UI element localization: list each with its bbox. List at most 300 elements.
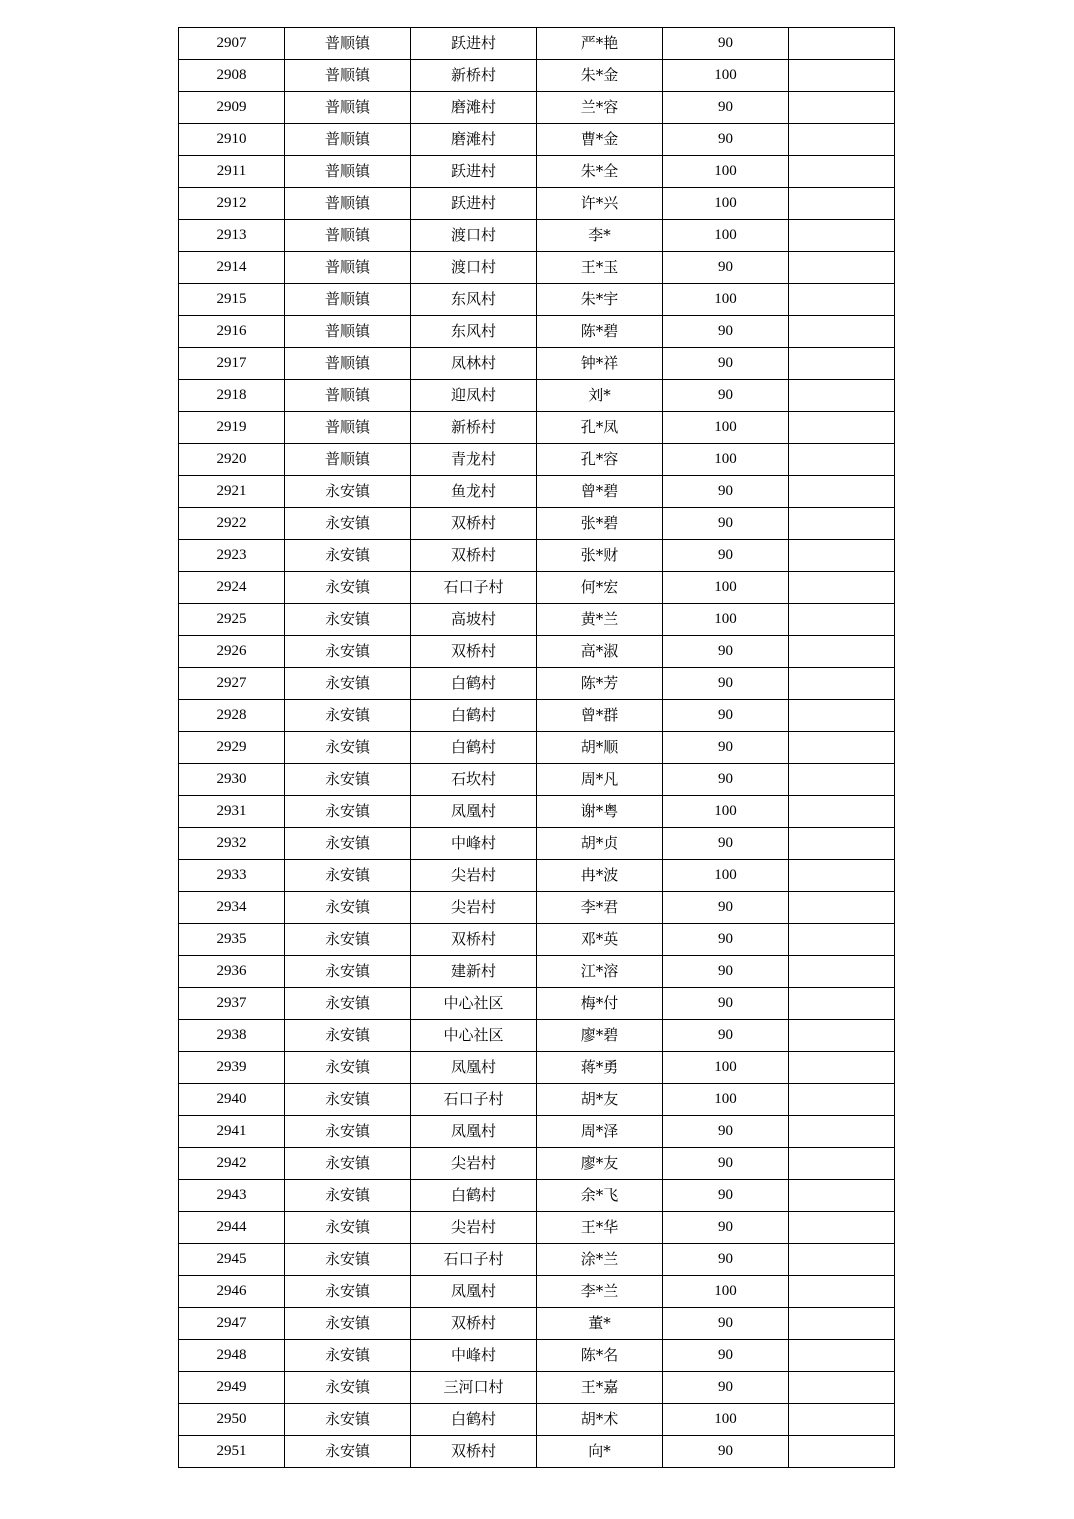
cell-amount: 90	[663, 1308, 789, 1340]
cell-village: 渡口村	[411, 220, 537, 252]
cell-serial-number: 2912	[179, 188, 285, 220]
cell-serial-number: 2923	[179, 540, 285, 572]
cell-amount: 90	[663, 1436, 789, 1468]
cell-serial-number: 2925	[179, 604, 285, 636]
cell-amount: 90	[663, 764, 789, 796]
cell-village: 中峰村	[411, 1340, 537, 1372]
cell-serial-number: 2907	[179, 28, 285, 60]
cell-amount: 90	[663, 92, 789, 124]
cell-town: 永安镇	[285, 860, 411, 892]
cell-serial-number: 2947	[179, 1308, 285, 1340]
cell-town: 永安镇	[285, 572, 411, 604]
cell-person-name: 孔*容	[537, 444, 663, 476]
table-row	[179, 892, 895, 924]
table-row	[179, 700, 895, 732]
cell-serial-number: 2920	[179, 444, 285, 476]
cell-village: 双桥村	[411, 540, 537, 572]
table-row	[179, 572, 895, 604]
cell-person-name: 兰*容	[537, 92, 663, 124]
cell-note	[789, 1116, 895, 1148]
cell-amount: 90	[663, 700, 789, 732]
cell-note	[789, 668, 895, 700]
cell-amount: 90	[663, 1148, 789, 1180]
cell-town: 普顺镇	[285, 444, 411, 476]
cell-amount: 100	[663, 60, 789, 92]
cell-person-name: 廖*碧	[537, 1020, 663, 1052]
cell-town: 永安镇	[285, 540, 411, 572]
cell-person-name: 冉*波	[537, 860, 663, 892]
table-row	[179, 28, 895, 60]
cell-note	[789, 188, 895, 220]
cell-person-name: 周*泽	[537, 1116, 663, 1148]
cell-person-name: 钟*祥	[537, 348, 663, 380]
cell-village: 凤凰村	[411, 796, 537, 828]
cell-person-name: 周*凡	[537, 764, 663, 796]
table-row	[179, 1308, 895, 1340]
cell-serial-number: 2927	[179, 668, 285, 700]
cell-note	[789, 1212, 895, 1244]
cell-town: 永安镇	[285, 988, 411, 1020]
cell-amount: 90	[663, 540, 789, 572]
cell-town: 永安镇	[285, 1084, 411, 1116]
cell-note	[789, 988, 895, 1020]
cell-village: 鱼龙村	[411, 476, 537, 508]
cell-person-name: 曾*群	[537, 700, 663, 732]
cell-amount: 100	[663, 444, 789, 476]
cell-serial-number: 2941	[179, 1116, 285, 1148]
cell-person-name: 许*兴	[537, 188, 663, 220]
table-row	[179, 412, 895, 444]
cell-serial-number: 2926	[179, 636, 285, 668]
table-row	[179, 732, 895, 764]
cell-serial-number: 2948	[179, 1340, 285, 1372]
cell-town: 永安镇	[285, 476, 411, 508]
cell-town: 普顺镇	[285, 284, 411, 316]
cell-amount: 90	[663, 636, 789, 668]
cell-amount: 100	[663, 220, 789, 252]
cell-note	[789, 220, 895, 252]
cell-note	[789, 92, 895, 124]
cell-serial-number: 2951	[179, 1436, 285, 1468]
table-row	[179, 924, 895, 956]
cell-village: 白鹤村	[411, 1180, 537, 1212]
cell-person-name: 严*艳	[537, 28, 663, 60]
cell-serial-number: 2928	[179, 700, 285, 732]
cell-serial-number: 2933	[179, 860, 285, 892]
cell-amount: 90	[663, 1116, 789, 1148]
table-row	[179, 188, 895, 220]
cell-serial-number: 2922	[179, 508, 285, 540]
cell-note	[789, 892, 895, 924]
cell-town: 永安镇	[285, 1308, 411, 1340]
table-row	[179, 156, 895, 188]
cell-note	[789, 156, 895, 188]
table-row	[179, 1340, 895, 1372]
cell-town: 永安镇	[285, 1020, 411, 1052]
cell-amount: 90	[663, 1340, 789, 1372]
cell-person-name: 朱*全	[537, 156, 663, 188]
cell-town: 普顺镇	[285, 28, 411, 60]
cell-person-name: 江*溶	[537, 956, 663, 988]
cell-amount: 90	[663, 924, 789, 956]
cell-amount: 90	[663, 956, 789, 988]
cell-serial-number: 2937	[179, 988, 285, 1020]
cell-amount: 90	[663, 348, 789, 380]
cell-amount: 90	[663, 892, 789, 924]
cell-town: 普顺镇	[285, 60, 411, 92]
cell-person-name: 朱*宇	[537, 284, 663, 316]
cell-serial-number: 2908	[179, 60, 285, 92]
cell-village: 凤凰村	[411, 1052, 537, 1084]
cell-village: 东风村	[411, 284, 537, 316]
cell-note	[789, 60, 895, 92]
table-row	[179, 668, 895, 700]
cell-amount: 100	[663, 604, 789, 636]
cell-town: 永安镇	[285, 1340, 411, 1372]
cell-town: 永安镇	[285, 924, 411, 956]
table-row	[179, 1436, 895, 1468]
cell-town: 永安镇	[285, 1116, 411, 1148]
cell-serial-number: 2913	[179, 220, 285, 252]
cell-amount: 90	[663, 732, 789, 764]
table-row	[179, 1180, 895, 1212]
subsidy-table	[178, 27, 895, 1468]
cell-village: 中峰村	[411, 828, 537, 860]
cell-serial-number: 2946	[179, 1276, 285, 1308]
cell-village: 新桥村	[411, 60, 537, 92]
table-row	[179, 444, 895, 476]
cell-village: 白鹤村	[411, 668, 537, 700]
cell-village: 凤凰村	[411, 1116, 537, 1148]
cell-amount: 90	[663, 252, 789, 284]
cell-note	[789, 732, 895, 764]
table-body	[179, 28, 895, 1468]
cell-town: 永安镇	[285, 732, 411, 764]
cell-person-name: 涂*兰	[537, 1244, 663, 1276]
cell-note	[789, 476, 895, 508]
cell-serial-number: 2919	[179, 412, 285, 444]
cell-town: 永安镇	[285, 892, 411, 924]
cell-town: 永安镇	[285, 1372, 411, 1404]
table-row	[179, 1244, 895, 1276]
cell-village: 尖岩村	[411, 1212, 537, 1244]
cell-note	[789, 1052, 895, 1084]
table-row	[179, 60, 895, 92]
cell-town: 普顺镇	[285, 380, 411, 412]
cell-town: 永安镇	[285, 828, 411, 860]
cell-town: 永安镇	[285, 508, 411, 540]
cell-person-name: 陈*碧	[537, 316, 663, 348]
cell-serial-number: 2931	[179, 796, 285, 828]
cell-village: 双桥村	[411, 924, 537, 956]
cell-note	[789, 828, 895, 860]
cell-town: 普顺镇	[285, 156, 411, 188]
cell-town: 永安镇	[285, 1212, 411, 1244]
cell-amount: 100	[663, 412, 789, 444]
cell-amount: 100	[663, 1276, 789, 1308]
cell-town: 永安镇	[285, 764, 411, 796]
cell-amount: 90	[663, 668, 789, 700]
cell-person-name: 何*宏	[537, 572, 663, 604]
cell-person-name: 朱*金	[537, 60, 663, 92]
cell-amount: 100	[663, 860, 789, 892]
cell-town: 永安镇	[285, 604, 411, 636]
table-row	[179, 636, 895, 668]
table-row	[179, 508, 895, 540]
cell-village: 三河口村	[411, 1372, 537, 1404]
cell-person-name: 胡*友	[537, 1084, 663, 1116]
cell-person-name: 黄*兰	[537, 604, 663, 636]
cell-note	[789, 412, 895, 444]
cell-serial-number: 2924	[179, 572, 285, 604]
cell-serial-number: 2950	[179, 1404, 285, 1436]
cell-town: 普顺镇	[285, 92, 411, 124]
cell-serial-number: 2932	[179, 828, 285, 860]
cell-person-name: 李*	[537, 220, 663, 252]
cell-note	[789, 124, 895, 156]
cell-note	[789, 1436, 895, 1468]
cell-village: 凤林村	[411, 348, 537, 380]
cell-note	[789, 1084, 895, 1116]
table-row	[179, 380, 895, 412]
cell-note	[789, 540, 895, 572]
cell-note	[789, 1372, 895, 1404]
cell-serial-number: 2909	[179, 92, 285, 124]
cell-note	[789, 764, 895, 796]
cell-village: 石口子村	[411, 572, 537, 604]
cell-town: 永安镇	[285, 1404, 411, 1436]
table-row	[179, 316, 895, 348]
cell-amount: 90	[663, 1020, 789, 1052]
table-row	[179, 956, 895, 988]
cell-note	[789, 380, 895, 412]
cell-note	[789, 604, 895, 636]
cell-town: 永安镇	[285, 700, 411, 732]
cell-person-name: 胡*术	[537, 1404, 663, 1436]
cell-village: 中心社区	[411, 1020, 537, 1052]
cell-serial-number: 2916	[179, 316, 285, 348]
cell-note	[789, 284, 895, 316]
cell-town: 永安镇	[285, 1148, 411, 1180]
table-row	[179, 1212, 895, 1244]
cell-village: 白鹤村	[411, 732, 537, 764]
cell-person-name: 余*飞	[537, 1180, 663, 1212]
cell-village: 尖岩村	[411, 892, 537, 924]
cell-village: 石口子村	[411, 1084, 537, 1116]
table-row	[179, 764, 895, 796]
cell-note	[789, 316, 895, 348]
cell-note	[789, 1180, 895, 1212]
table-row	[179, 604, 895, 636]
cell-village: 渡口村	[411, 252, 537, 284]
cell-village: 凤凰村	[411, 1276, 537, 1308]
cell-person-name: 董*	[537, 1308, 663, 1340]
table-row	[179, 1020, 895, 1052]
cell-amount: 90	[663, 1212, 789, 1244]
table-row	[179, 476, 895, 508]
cell-person-name: 王*嘉	[537, 1372, 663, 1404]
cell-amount: 100	[663, 796, 789, 828]
cell-serial-number: 2921	[179, 476, 285, 508]
cell-person-name: 邓*英	[537, 924, 663, 956]
cell-village: 中心社区	[411, 988, 537, 1020]
table-row	[179, 540, 895, 572]
table-row	[179, 348, 895, 380]
cell-person-name: 李*兰	[537, 1276, 663, 1308]
cell-village: 尖岩村	[411, 860, 537, 892]
cell-village: 磨滩村	[411, 124, 537, 156]
cell-town: 永安镇	[285, 636, 411, 668]
cell-person-name: 曾*碧	[537, 476, 663, 508]
cell-town: 永安镇	[285, 1052, 411, 1084]
table-row	[179, 92, 895, 124]
cell-note	[789, 572, 895, 604]
table-row	[179, 796, 895, 828]
cell-amount: 100	[663, 1084, 789, 1116]
cell-amount: 100	[663, 284, 789, 316]
table-row	[179, 860, 895, 892]
cell-serial-number: 2944	[179, 1212, 285, 1244]
cell-person-name: 胡*贞	[537, 828, 663, 860]
cell-amount: 90	[663, 828, 789, 860]
cell-town: 永安镇	[285, 1180, 411, 1212]
cell-village: 石坎村	[411, 764, 537, 796]
cell-person-name: 王*华	[537, 1212, 663, 1244]
table-row	[179, 124, 895, 156]
cell-person-name: 曹*金	[537, 124, 663, 156]
cell-town: 普顺镇	[285, 412, 411, 444]
cell-town: 永安镇	[285, 1276, 411, 1308]
table-row	[179, 1404, 895, 1436]
cell-person-name: 蒋*勇	[537, 1052, 663, 1084]
cell-note	[789, 252, 895, 284]
table-row	[179, 284, 895, 316]
cell-serial-number: 2910	[179, 124, 285, 156]
cell-serial-number: 2949	[179, 1372, 285, 1404]
cell-person-name: 廖*友	[537, 1148, 663, 1180]
cell-town: 普顺镇	[285, 220, 411, 252]
cell-person-name: 孔*凤	[537, 412, 663, 444]
cell-note	[789, 348, 895, 380]
cell-amount: 100	[663, 156, 789, 188]
cell-serial-number: 2938	[179, 1020, 285, 1052]
cell-town: 普顺镇	[285, 348, 411, 380]
cell-village: 磨滩村	[411, 92, 537, 124]
cell-serial-number: 2934	[179, 892, 285, 924]
cell-amount: 90	[663, 124, 789, 156]
table-row	[179, 1116, 895, 1148]
cell-note	[789, 1340, 895, 1372]
cell-note	[789, 1148, 895, 1180]
cell-serial-number: 2911	[179, 156, 285, 188]
cell-person-name: 刘*	[537, 380, 663, 412]
cell-village: 尖岩村	[411, 1148, 537, 1180]
cell-village: 双桥村	[411, 636, 537, 668]
cell-town: 永安镇	[285, 1436, 411, 1468]
cell-village: 跃进村	[411, 28, 537, 60]
cell-village: 新桥村	[411, 412, 537, 444]
cell-person-name: 胡*顺	[537, 732, 663, 764]
cell-person-name: 李*君	[537, 892, 663, 924]
table-row	[179, 220, 895, 252]
cell-person-name: 张*碧	[537, 508, 663, 540]
cell-amount: 90	[663, 1180, 789, 1212]
cell-village: 双桥村	[411, 1436, 537, 1468]
cell-note	[789, 508, 895, 540]
cell-note	[789, 28, 895, 60]
cell-note	[789, 956, 895, 988]
cell-village: 东风村	[411, 316, 537, 348]
cell-serial-number: 2918	[179, 380, 285, 412]
cell-note	[789, 1020, 895, 1052]
cell-village: 跃进村	[411, 188, 537, 220]
cell-person-name: 陈*名	[537, 1340, 663, 1372]
cell-village: 迎凤村	[411, 380, 537, 412]
cell-serial-number: 2929	[179, 732, 285, 764]
cell-village: 双桥村	[411, 508, 537, 540]
cell-person-name: 王*玉	[537, 252, 663, 284]
table-row	[179, 1148, 895, 1180]
cell-amount: 90	[663, 380, 789, 412]
table-row	[179, 1084, 895, 1116]
cell-person-name: 向*	[537, 1436, 663, 1468]
cell-note	[789, 924, 895, 956]
cell-amount: 90	[663, 988, 789, 1020]
cell-person-name: 谢*粤	[537, 796, 663, 828]
cell-serial-number: 2943	[179, 1180, 285, 1212]
cell-note	[789, 636, 895, 668]
cell-serial-number: 2935	[179, 924, 285, 956]
cell-village: 白鹤村	[411, 1404, 537, 1436]
cell-note	[789, 700, 895, 732]
table-row	[179, 1276, 895, 1308]
cell-amount: 90	[663, 508, 789, 540]
cell-village: 跃进村	[411, 156, 537, 188]
cell-amount: 100	[663, 1052, 789, 1084]
cell-note	[789, 1404, 895, 1436]
cell-town: 永安镇	[285, 668, 411, 700]
cell-amount: 90	[663, 28, 789, 60]
cell-note	[789, 1276, 895, 1308]
cell-amount: 90	[663, 1372, 789, 1404]
cell-person-name: 梅*付	[537, 988, 663, 1020]
cell-note	[789, 1244, 895, 1276]
cell-serial-number: 2936	[179, 956, 285, 988]
cell-town: 永安镇	[285, 796, 411, 828]
table-row	[179, 988, 895, 1020]
cell-village: 石口子村	[411, 1244, 537, 1276]
cell-village: 建新村	[411, 956, 537, 988]
cell-person-name: 张*财	[537, 540, 663, 572]
cell-amount: 90	[663, 1244, 789, 1276]
cell-note	[789, 796, 895, 828]
cell-serial-number: 2930	[179, 764, 285, 796]
cell-village: 高坡村	[411, 604, 537, 636]
cell-town: 普顺镇	[285, 124, 411, 156]
cell-amount: 90	[663, 316, 789, 348]
cell-serial-number: 2914	[179, 252, 285, 284]
cell-town: 普顺镇	[285, 188, 411, 220]
cell-town: 永安镇	[285, 1244, 411, 1276]
cell-note	[789, 444, 895, 476]
cell-serial-number: 2942	[179, 1148, 285, 1180]
cell-village: 青龙村	[411, 444, 537, 476]
cell-person-name: 陈*芳	[537, 668, 663, 700]
cell-amount: 100	[663, 1404, 789, 1436]
cell-town: 普顺镇	[285, 252, 411, 284]
cell-note	[789, 1308, 895, 1340]
cell-person-name: 高*淑	[537, 636, 663, 668]
